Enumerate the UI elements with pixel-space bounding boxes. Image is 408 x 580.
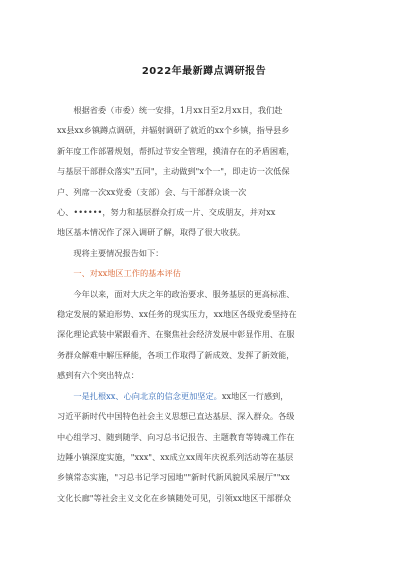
point-one-first-line: xx地区一行感到， bbox=[221, 390, 289, 401]
text-line: 户、列席一次xx党委（支部）会、与干部群众谈一次 bbox=[57, 186, 247, 197]
text-line bbox=[57, 386, 351, 406]
point-one-paragraph bbox=[57, 386, 351, 508]
text-line: 务群众解难中解压释能，各项工作取得了新成效、发挥了新效能， bbox=[57, 349, 295, 360]
document-title: 2022年最新蹲点调研报告 bbox=[141, 66, 267, 77]
text-line: 边陲小镇深度实施，"xxx"、xx成立xx周年庆祝系列活动等在基层 bbox=[57, 451, 294, 462]
text-line: 深化理论武装中紧跟看齐、在聚焦社会经济发展中彰显作用、在服 bbox=[57, 329, 295, 340]
point-one-lead: 一是扎根xx、心向北京的信念更加坚定。 bbox=[73, 390, 222, 401]
text-line: 与基层干部群众落实"五同"，主动做到"x个一"，即走访一次低保 bbox=[57, 166, 290, 177]
text-line: 中心组学习、随到随学、向习总书记报告、主题教育等铸魂工作在 bbox=[57, 431, 295, 442]
text-line: 根据省委（市委）统一安排，1月xx日至2月xx日，我们赴 bbox=[73, 105, 283, 115]
assessment-paragraph bbox=[57, 284, 351, 386]
text-line: 感到有六个突出特点： bbox=[57, 370, 139, 381]
intro-paragraph bbox=[57, 100, 351, 243]
text-line: 文化长廊"等社会主义文化在乡镇随处可见，引领xx地区干部群众 bbox=[57, 492, 292, 503]
text-line: 心、••••••，努力和基层群众打成一片、交成朋友，并对xx bbox=[57, 207, 276, 218]
text-line: 地区基本情况作了深入调研了解，取得了很大收获。 bbox=[57, 227, 246, 238]
text-line: 新年度工作部署规划，帮抓过节安全管理，摸清存在的矛盾困难， bbox=[57, 145, 295, 156]
report-intro-paragraph bbox=[57, 243, 351, 263]
section-heading: 一、对xx地区工作的基本评估 bbox=[73, 268, 181, 279]
text-line: 习近平新时代中国特色社会主义思想已直达基层、深入群众。各级 bbox=[57, 411, 295, 422]
text-line: xx县xx乡镇蹲点调研，并辐射调研了就近的xx个乡镇，指导县乡 bbox=[57, 125, 290, 136]
text-line: 乡镇常态实施，"习总书记学习园地""新时代新风貌风采展厅""xx bbox=[57, 472, 290, 483]
text-line: 今年以来，面对大庆之年的政治要求、服务基层的更高标准、 bbox=[73, 288, 295, 299]
text-line: 稳定发展的紧迫形势、xx任务的现实压力，xx地区各级党委坚持在 bbox=[57, 309, 297, 320]
text-line: 现将主要情况报告如下： bbox=[73, 247, 164, 258]
